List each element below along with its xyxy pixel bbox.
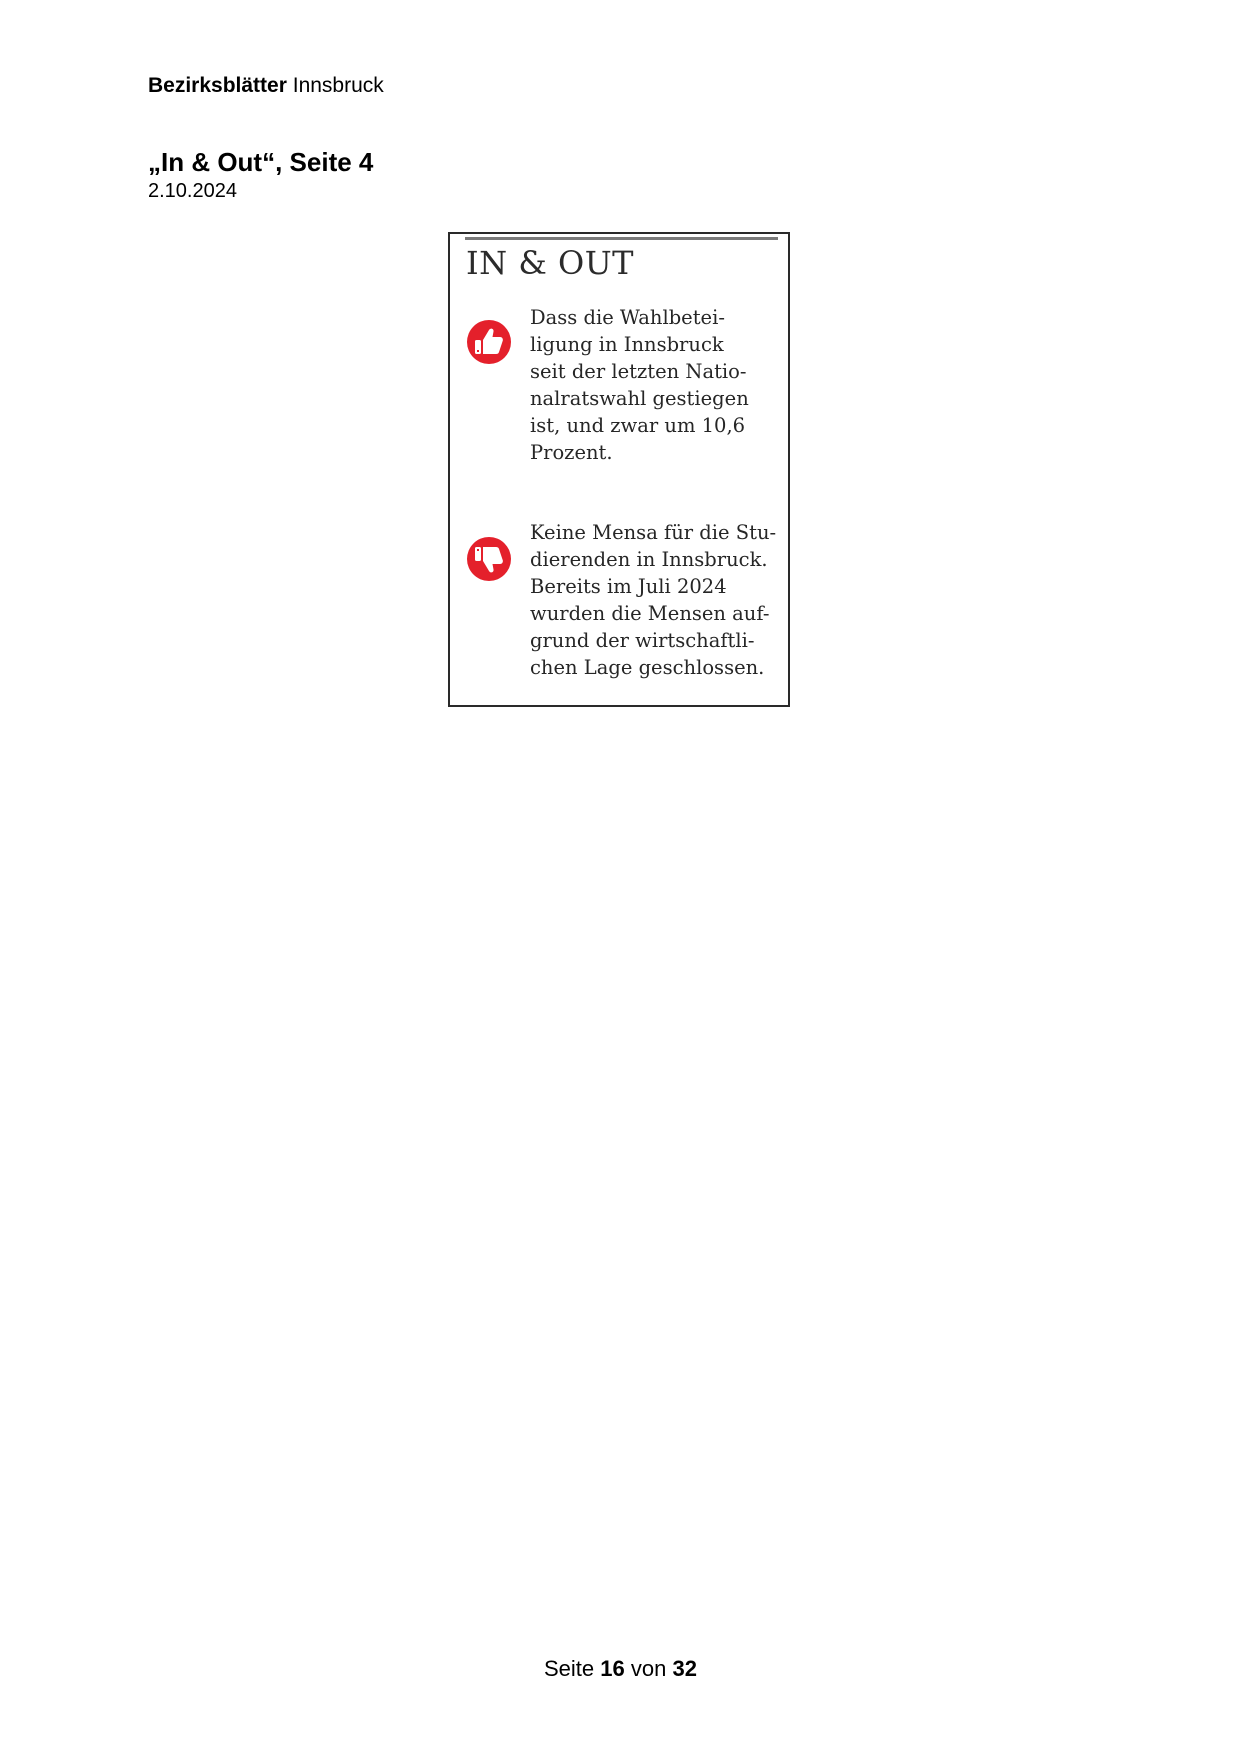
footer-separator: von [630, 1656, 667, 1681]
newspaper-clipping [448, 232, 790, 707]
article-title: „In & Out“, Seite 4 [148, 147, 374, 177]
out-item-text: Keine Mensa für die Stu- dierenden in Innsbruck. Bereits im Juli 2024 wurden die Mensen auf- grund der wirtschaftli- chen Lage geschlossen. [530, 521, 777, 679]
footer-page-number: 16 [600, 1656, 625, 1681]
in-item-text: Dass die Wahlbetei- ligung in Innsbruck seit der letzten Natio- nalratswahl gestiegen ist, und zwar um 10,6 Prozent. [530, 306, 749, 464]
footer-prefix: Seite [544, 1656, 595, 1681]
edition-name: Innsbruck [292, 74, 384, 97]
page-footer [0, 1656, 1241, 1682]
publication-name: Bezirksblätter [148, 74, 287, 97]
article-date: 2.10.2024 [148, 180, 237, 202]
thumbs-down-icon [466, 536, 512, 582]
out-item [530, 519, 785, 681]
footer-total-pages: 32 [672, 1656, 697, 1681]
thumbs-up-icon [466, 319, 512, 365]
document-header [148, 74, 384, 98]
clipping-heading: IN & OUT [466, 244, 635, 282]
in-item [530, 304, 785, 466]
clipping-top-rule [465, 237, 778, 240]
